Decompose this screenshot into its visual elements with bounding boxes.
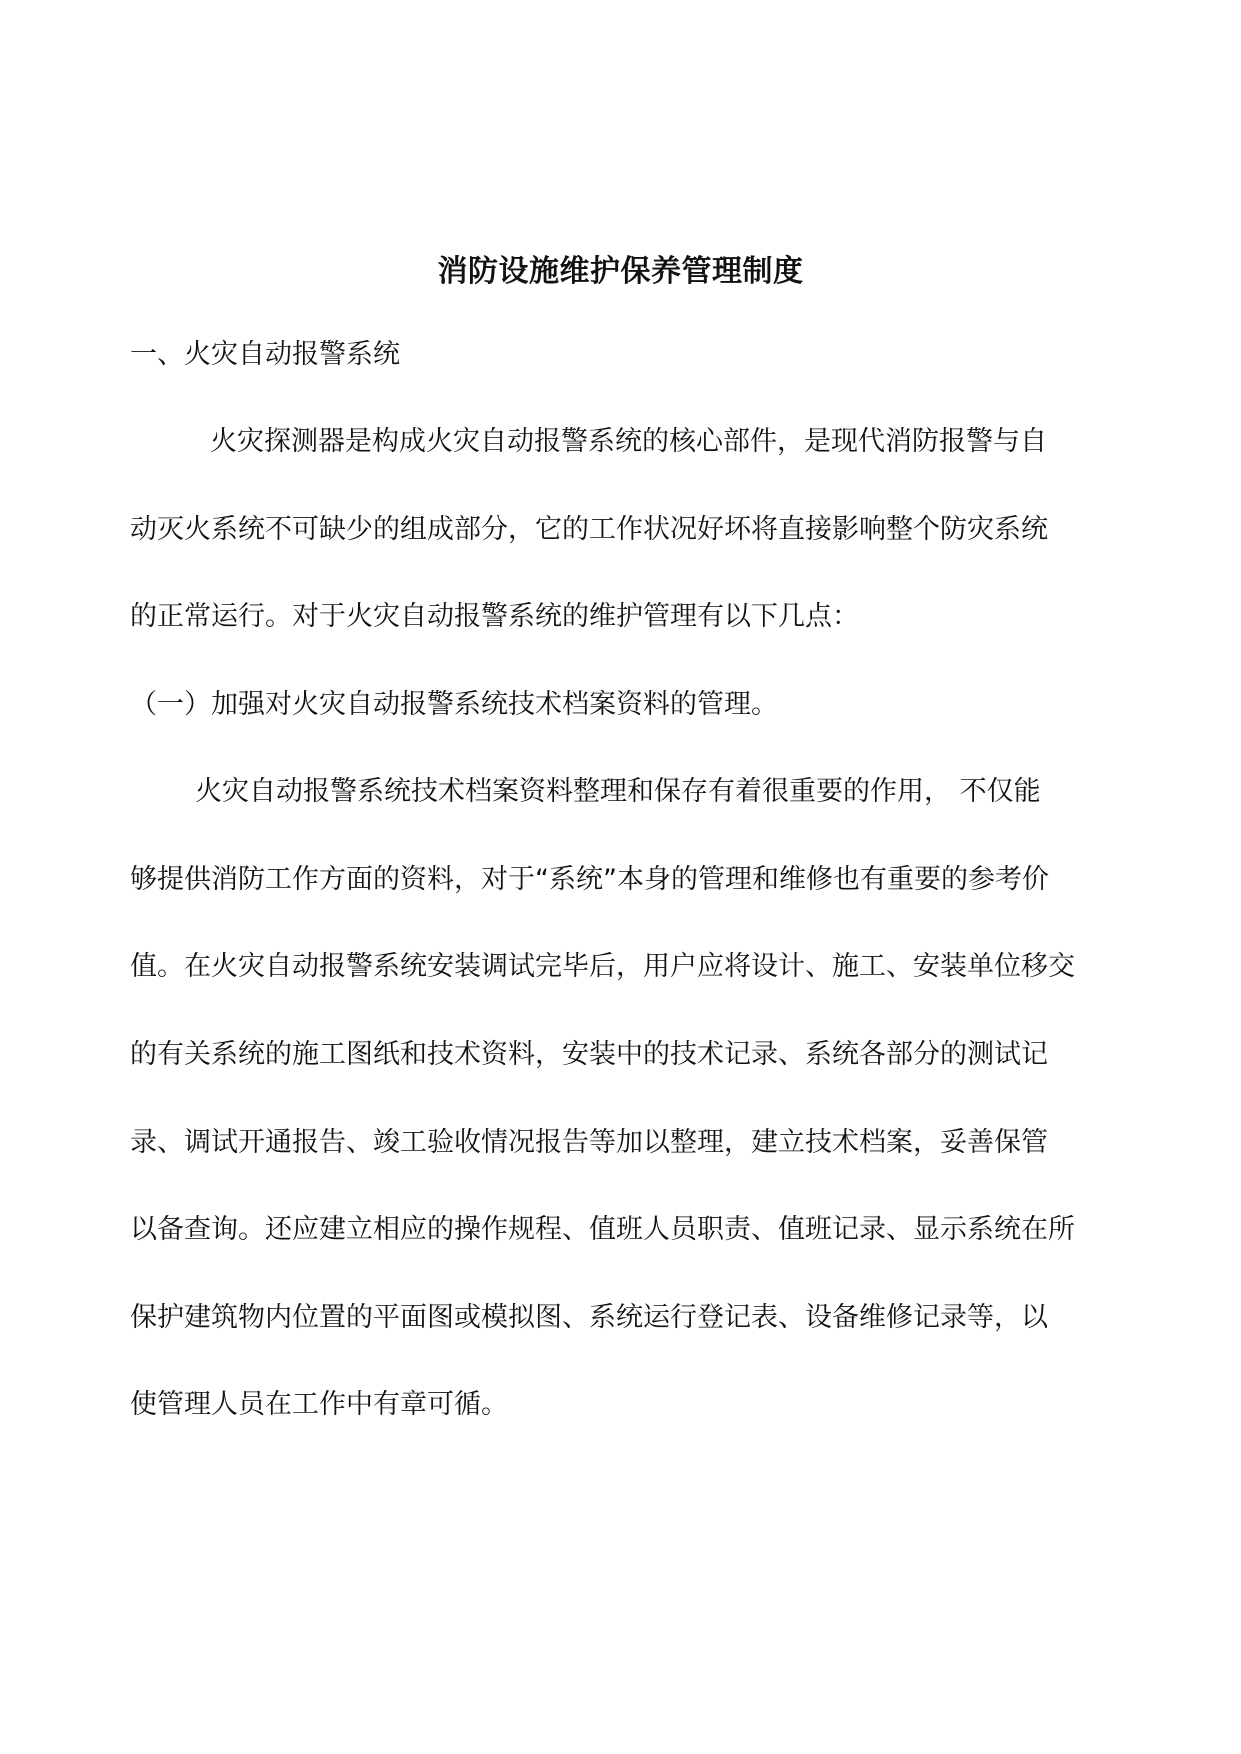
page-title: 消防设施维护保养管理制度 — [437, 254, 804, 289]
paragraph-line: 的正常运行。对于火灾自动报警系统的维护管理有以下几点： — [130, 601, 859, 632]
paragraph-line: 以备查询。还应建立相应的操作规程、值班人员职责、值班记录、显示系统在所 — [130, 1214, 1075, 1245]
paragraph-line: 的有关系统的施工图纸和技术资料，安装中的技术记录、系统各部分的测试记 — [130, 1039, 1048, 1070]
paragraph-line: 火灾自动报警系统技术档案资料整理和保存有着很重要的作用， 不仅能 — [195, 776, 1041, 807]
paragraph-line: 值。在火灾自动报警系统安装调试完毕后，用户应将设计、施工、安装单位移交 — [130, 951, 1075, 982]
paragraph-line: 使管理人员在工作中有章可循。 — [130, 1389, 508, 1420]
paragraph-line: 保护建筑物内位置的平面图或模拟图、系统运行登记表、设备维修记录等，以 — [130, 1302, 1048, 1333]
paragraph-line: 录、调试开通报告、竣工验收情况报告等加以整理，建立技术档案，妥善保管 — [130, 1127, 1048, 1158]
section-heading: 一、火灾自动报警系统 — [130, 339, 400, 370]
paragraph-line: 动灭火系统不可缺少的组成部分，它的工作状况好坏将直接影响整个防灾系统 — [130, 514, 1048, 545]
paragraph-line: 火灾探测器是构成火灾自动报警系统的核心部件，是现代消防报警与自 — [210, 426, 1047, 457]
paragraph-line: 够提供消防工作方面的资料，对于“系统”本身的管理和维修也有重要的参考价 — [130, 864, 1049, 895]
subheading: （一）加强对火灾自动报警系统技术档案资料的管理。 — [130, 689, 778, 720]
